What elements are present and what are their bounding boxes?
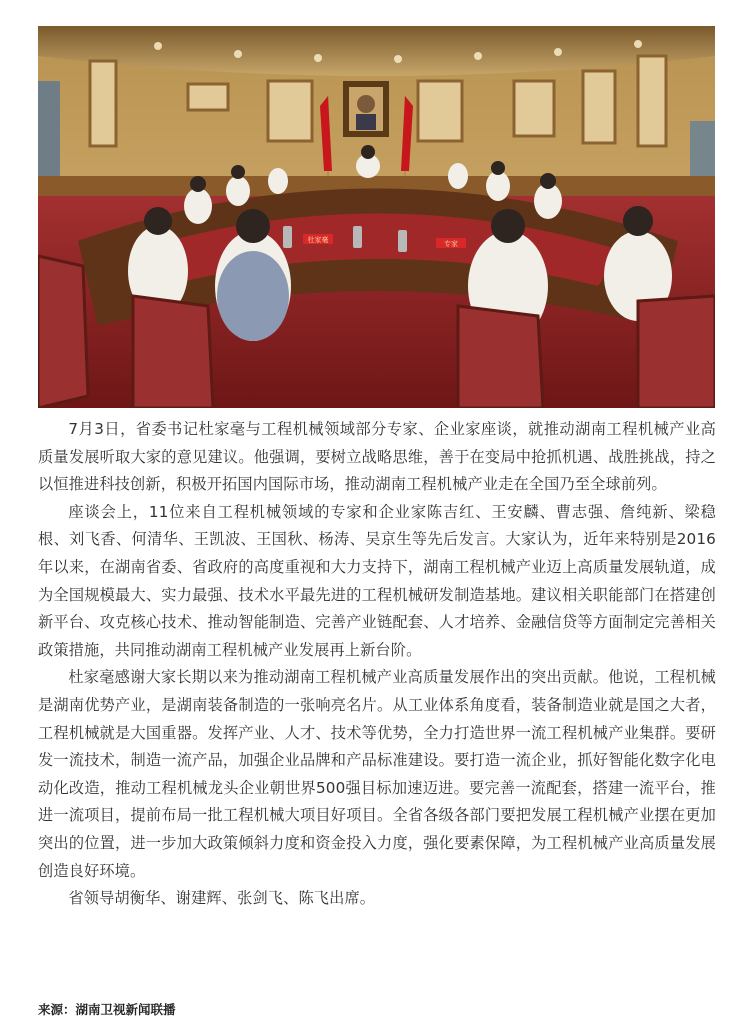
meeting-photo	[38, 26, 715, 408]
paragraph-2: 座谈会上，11位来自工程机械领域的专家和企业家陈吉红、王安麟、曹志强、詹纯新、梁稳根、刘飞香、何清华、王凯波、王国秋、杨涛、吴京生等先后发言。大家认为，近年来特别是2016年以来，在湖南省委、省政府的高度重视和大力支持下，湖南工程机械产业迈上高质量发展轨道，成为全国规模最大、实力最强、技术水平最先进的工程机械研发制造基地。建议相关职能部门在搭建创新平台、攻克核心技术、推动智能制造、完善产业链配套、人才培养、金融信贷等方面制定完善相关政策措施，共同推动湖南工程机械产业发展再上新台阶。	[38, 502, 716, 659]
nameplate-left: 杜家毫	[307, 236, 329, 244]
paragraph-3: 杜家毫感谢大家长期以来为推动湖南工程机械产业高质量发展作出的突出贡献。他说，工程机械是湖南优势产业，是湖南装备制造的一张响亮名片。从工业体系角度看，装备制造业就是国之大者，工程机械就是大国重器。发挥产业、人才、技术等优势，全力打造世界一流工程机械产业集群。要研发一流技术，制造一流产品，加强企业品牌和产品标准建设。要打造一流企业，抓好智能化数字化电动化改造，推动工程机械龙头企业朝世界500强目标加速迈进。要完善一流配套，搭建一流平台，推进一流项目，提前布局一批工程机械大项目好项目。全省各级各部门要把发展工程机械产业摆在更加突出的位置，进一步加大政策倾斜力度和资金投入力度，强化要素保障，为工程机械产业高质量发展创造良好环境。	[38, 668, 716, 880]
paragraph-1: 7月3日，省委书记杜家毫与工程机械领域部分专家、企业家座谈，就推动湖南工程机械产业高质量发展听取大家的意见建议。他强调，要树立战略思维，善于在变局中抢抓机遇、战胜挑战，持之以恒推进科技创新，积极开拓国内国际市场，推动湖南工程机械产业走在全国乃至全球前列。	[38, 420, 716, 494]
paragraph-4: 省领导胡衡华、谢建辉、张剑飞、陈飞出席。	[68, 889, 376, 908]
source-line: 来源：湖南卫视新闻联播	[38, 1002, 176, 1017]
nameplate-right: 专家	[444, 240, 458, 248]
article-body	[38, 416, 716, 913]
